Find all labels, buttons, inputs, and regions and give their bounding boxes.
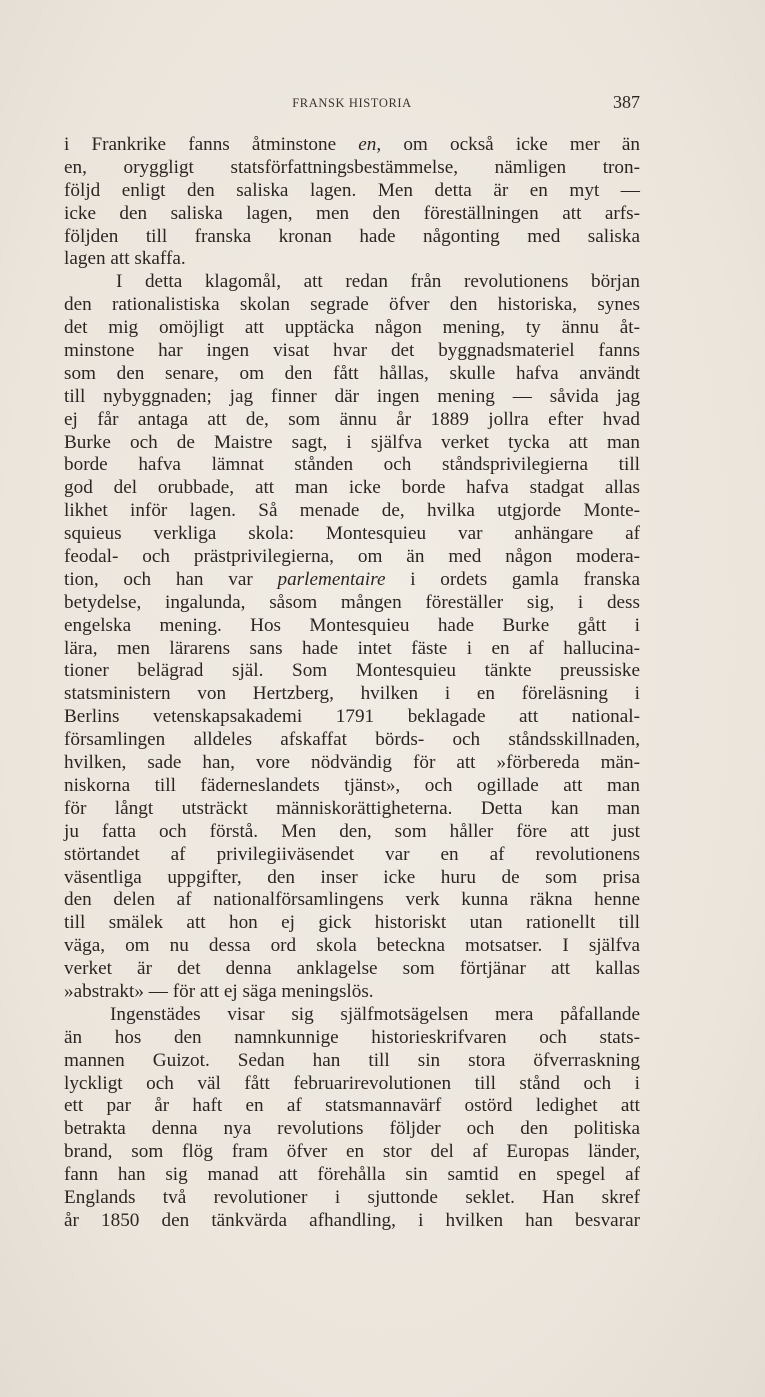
text-line: ej får antaga att de, som ännu år 1889 jollra efter hvad [64, 408, 640, 430]
text-line: fann han sig manad att förehålla sin samtid en spegel af [64, 1164, 640, 1186]
text-line: störtandet af privilegiiväsendet var en af revolutionens [64, 843, 640, 865]
text-line: betydelse, ingalunda, såsom mången föreställer sig, i dess [64, 591, 640, 613]
text-line: år 1850 den tänkvärda afhandling, i hvilken han besvarar [64, 1209, 640, 1231]
text-line: lära, men lärarens sans hade intet fäste i en af hallucina- [64, 637, 640, 659]
text-line: betrakta denna nya revolutions följder och den politiska [64, 1118, 640, 1140]
text-line: en, oryggligt statsförfattningsbestämmelse, nämligen tron- [64, 156, 640, 178]
text-line: likhet inför lagen. Så menade de, hvilka utgjorde Monte- [64, 500, 640, 522]
text-line: statsministern von Hertzberg, hvilken i en föreläsning i [64, 683, 640, 705]
text-line: till smälek att hon ej gick historiskt utan rationellt till [64, 912, 640, 934]
text-line: församlingen alldeles afskaffat börds- och ståndsskillnaden, [64, 729, 640, 751]
text-line: engelska mening. Hos Montesquieu hade Burke gått i [64, 614, 640, 636]
text-line: för långt utsträckt människorättigheterna. Detta kan man [64, 797, 640, 819]
text-line: tioner belägrad själ. Som Montesquieu tänkte preussiske [64, 660, 640, 682]
text-line: brand, som flög fram öfver en stor del af Europas länder, [64, 1141, 640, 1163]
text-line: väsentliga uppgifter, den inser icke huru de som prisa [64, 866, 640, 888]
text-line: ju fatta och förstå. Men den, som håller före att just [64, 820, 640, 842]
text-line: I detta klagomål, att redan från revolutionens början [116, 271, 640, 293]
text-line: feodal- och prästprivilegierna, om än med någon modera- [64, 546, 640, 568]
text-line: ett par år haft en af statsmannavärf ostörd ledighet att [64, 1095, 640, 1117]
text-line: tion, och han var parlementaire i ordets gamla franska [64, 568, 640, 590]
text-line: väga, om nu dessa ord skola beteckna motsatser. I själfva [64, 935, 640, 957]
text-line: det mig omöjligt att upptäcka någon mening, ty ännu åt- [64, 317, 640, 339]
text-line: lyckligt och väl fått februarirevolutionen till stånd och i [64, 1072, 640, 1094]
body-text [64, 134, 640, 1233]
text-line: i Frankrike fanns åtminstone en, om också icke mer än [64, 134, 641, 155]
text-line: hvilken, sade han, vore nödvändig för att »förbereda män- [64, 752, 640, 774]
text-line: minstone har ingen visat hvar det byggnadsmateriel fanns [64, 340, 640, 362]
text-line: icke den saliska lagen, men den föreställningen att arfs- [64, 202, 640, 224]
text-line: som den senare, om den fått hållas, skulle hafva användt [64, 362, 640, 384]
running-title: FRANSK HISTORIA [292, 96, 412, 110]
text-line: mannen Guizot. Sedan han till sin stora öfverraskning [64, 1049, 640, 1071]
text-line: niskorna till fäderneslandets tjänst», och ogillade att man [64, 774, 640, 796]
text-line: följd enligt den saliska lagen. Men detta är en myt — [64, 179, 640, 201]
text-line: den rationalistiska skolan segrade öfver den historiska, synes [64, 294, 640, 316]
text-line: än hos den namnkunnige historieskrifvaren och stats- [64, 1026, 640, 1048]
text-line: lagen att skaffa. [64, 248, 186, 270]
text-line: Berlins vetenskapsakademi 1791 beklagade att national- [64, 706, 640, 728]
text-line: till nybyggnaden; jag finner där ingen mening — såvida jag [64, 385, 640, 407]
text-line: den delen af nationalförsamlingens verk kunna räkna henne [64, 889, 640, 911]
page-number: 387 [613, 92, 640, 112]
page-header [64, 92, 640, 116]
text-line: god del orubbade, att man icke borde hafva stadgat allas [64, 477, 640, 499]
text-line: Englands två revolutioner i sjuttonde seklet. Han skref [64, 1186, 640, 1208]
text-line: följden till franska kronan hade någonting med saliska [64, 225, 640, 247]
text-line: »abstrakt» — för att ej säga meningslös. [64, 980, 374, 1002]
text-line: borde hafva lämnat stånden och ståndsprivilegierna till [64, 454, 640, 476]
text-line: Ingenstädes visar sig själfmotsägelsen mera påfallande [110, 1003, 640, 1025]
text-line: verket är det denna anklagelse som förtjänar att kallas [64, 958, 640, 980]
text-line: squieus verkliga skola: Montesquieu var anhängare af [64, 523, 640, 545]
text-line: Burke och de Maistre sagt, i själfva verket tycka att man [64, 431, 640, 453]
